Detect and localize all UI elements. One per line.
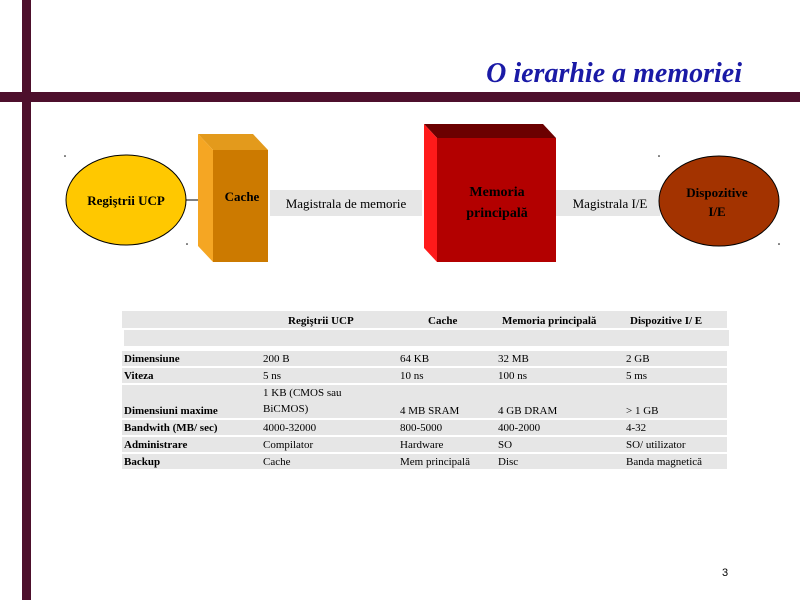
row-label: Backup	[124, 456, 161, 468]
table-cell: Hardware	[400, 439, 444, 451]
io-devices-label-line2: I/E	[708, 204, 726, 219]
slide-title: O ierarhie a memoriei	[486, 58, 742, 89]
table-blank-row	[122, 328, 729, 346]
memory-side-face	[424, 124, 437, 262]
table-cell: Disc	[498, 456, 519, 468]
table-cell: Mem principală	[400, 456, 470, 468]
header-registers: Regiştrii UCP	[288, 315, 354, 327]
memory-bus-label: Magistrala de memorie	[285, 196, 407, 211]
table-row	[122, 366, 727, 383]
memory-top-face	[424, 124, 556, 138]
corner-dot	[658, 155, 660, 157]
io-bus-label: Magistrala I/E	[572, 196, 648, 211]
table-cell: 4-32	[626, 422, 647, 434]
table-cell: 800-5000	[400, 422, 443, 434]
table-cell: Cache	[263, 456, 291, 468]
table-cell: 5 ns	[263, 370, 282, 382]
table-row	[122, 435, 727, 452]
row-label: Dimensiune	[124, 353, 180, 365]
table-cell: SO	[498, 439, 513, 451]
memory-front-face	[437, 138, 556, 262]
registers-label: Regiştrii UCP	[87, 193, 165, 208]
cache-front-face	[213, 150, 268, 262]
table-cell: 32 MB	[498, 353, 529, 365]
page-number: 3	[722, 567, 729, 579]
io-devices-ellipse	[659, 156, 779, 246]
row-label: Bandwith (MB/ sec)	[124, 422, 218, 434]
row-label: Administrare	[124, 439, 188, 451]
corner-dot	[186, 243, 188, 245]
cache-label: Cache	[224, 189, 260, 204]
corner-dot	[778, 243, 780, 245]
main-memory-label-line1: Memoria	[469, 185, 525, 200]
header-io-devices: Dispozitive I/ E	[630, 315, 703, 327]
table-cell: 64 KB	[400, 353, 430, 365]
corner-dot	[64, 155, 66, 157]
table-cell: SO/ utilizator	[626, 439, 686, 451]
table-row	[122, 383, 727, 418]
table-cell: 4 GB DRAM	[498, 405, 558, 417]
table-cell: 5 ms	[626, 370, 648, 382]
header-cache: Cache	[428, 315, 458, 327]
table-cell: Banda magnetică	[626, 456, 703, 468]
table-cell: 10 ns	[400, 370, 424, 382]
row-label: Dimensiuni maxime	[124, 405, 218, 417]
table-cell: 4 MB SRAM	[400, 405, 460, 417]
io-devices-label-line1: Dispozitive	[686, 185, 748, 200]
main-memory-label-line2: principală	[466, 206, 528, 221]
table-row	[122, 349, 727, 366]
table-row	[122, 418, 727, 435]
table-cell: > 1 GB	[626, 405, 659, 417]
table-cell: 2 GB	[626, 353, 650, 365]
table-cell: Compilator	[263, 439, 314, 451]
table-cell: 100 ns	[498, 370, 528, 382]
table-header-row	[122, 311, 727, 328]
cache-side-face	[198, 134, 213, 262]
row-label: Viteza	[124, 370, 154, 382]
table-cell: 200 B	[263, 353, 290, 365]
table-cell: 400-2000	[498, 422, 541, 434]
table-cell: 1 KB (CMOS sau BiCMOS)	[263, 387, 342, 415]
header-main-memory: Memoria principală	[502, 315, 597, 327]
table-cell: 4000-32000	[263, 422, 317, 434]
memory-comparison-table	[122, 311, 727, 469]
table-row	[122, 452, 727, 469]
